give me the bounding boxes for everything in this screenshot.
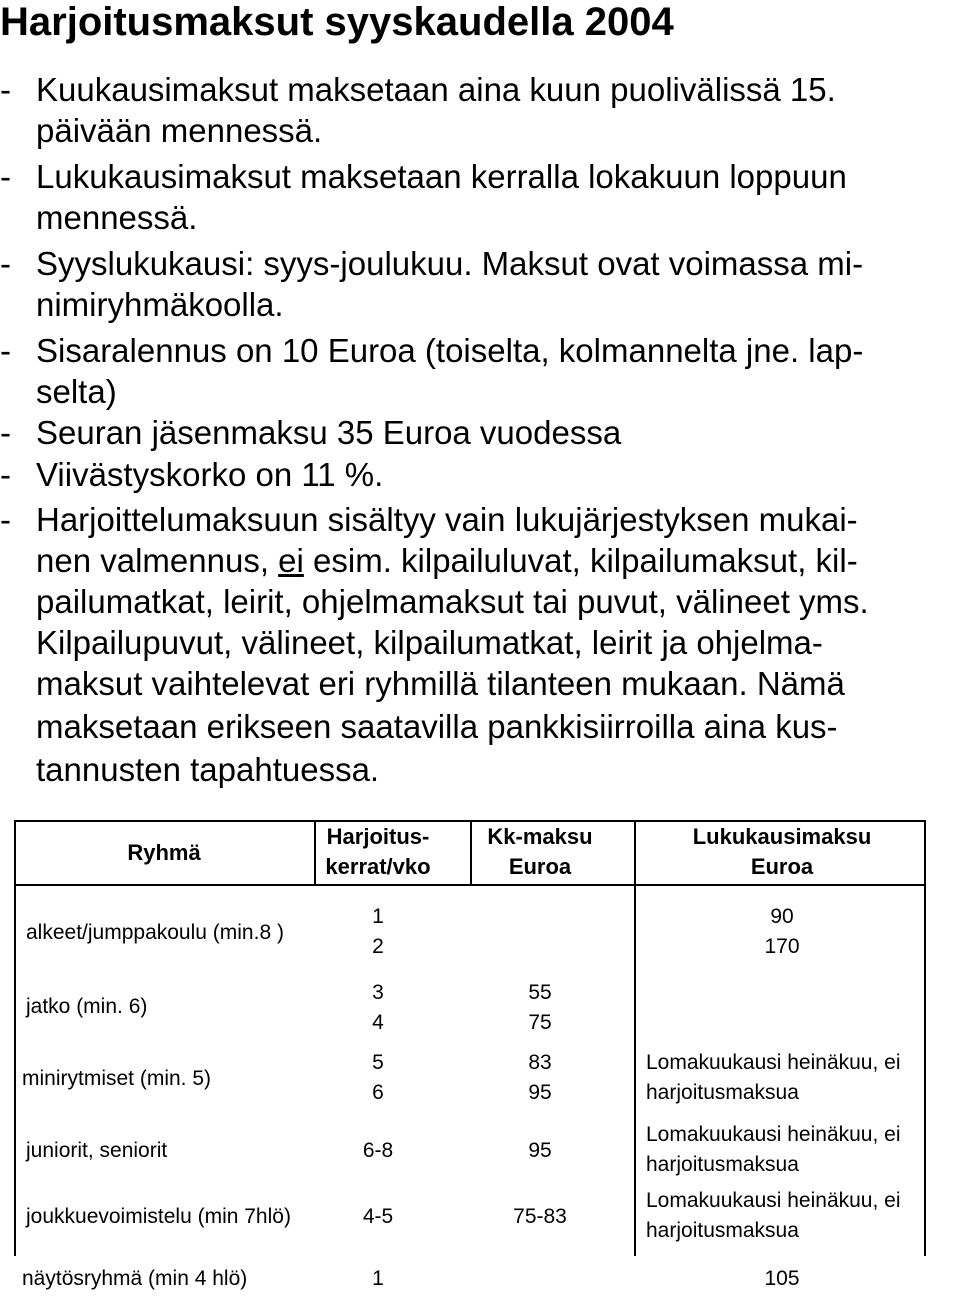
- note-line: nimiryhmäkoolla.: [36, 286, 284, 323]
- note-line: päivään mennessä.: [36, 112, 323, 149]
- note-line: Kilpailupuvut, välineet, kilpailumatkat, leirit ja ohjelma-: [36, 624, 823, 661]
- table-cell-group: näytösryhmä (min 4 hlö): [22, 1267, 248, 1290]
- note-line: - Harjoittelumaksuun sisältyy vain lukujärjestyksen mukai-: [0, 501, 858, 538]
- fee-table: [14, 820, 926, 1316]
- note-line: - Syyslukukausi: syys-joulukuu. Maksut ovat voimassa mi-: [0, 245, 864, 282]
- header-term: Euroa: [750, 854, 814, 879]
- note-line: - Seuran jäsenmaksu 35 Euroa vuodessa: [0, 414, 622, 451]
- note-line: selta): [36, 373, 117, 410]
- table-cell-sessions: 2: [372, 935, 384, 958]
- table-cell-sessions: 1: [372, 905, 384, 928]
- table-cell-term: 105: [764, 1267, 800, 1290]
- header-sessions: Harjoitus-: [326, 824, 430, 849]
- table-divider: [314, 820, 316, 884]
- note-line: nen valmennus, ei esim. kilpailuluvat, kilpailumaksut, kil-: [36, 542, 858, 579]
- table-cell-sessions: 5: [372, 1051, 384, 1074]
- table-divider: [14, 884, 926, 886]
- note-line: pailumatkat, leirit, ohjelmamaksut tai puvut, välineet yms.: [36, 583, 869, 620]
- table-cell-group: minirytmiset (min. 5): [22, 1067, 212, 1090]
- note-line: tannusten tapahtuessa.: [36, 751, 380, 788]
- table-cell-monthly: 75-83: [513, 1205, 567, 1228]
- table-cell-monthly: 55: [528, 981, 552, 1004]
- table-cell-term: Lomakuukausi heinäkuu, ei: [646, 1123, 901, 1146]
- header-monthly: Kk-maksu: [487, 824, 593, 849]
- table-cell-group: alkeet/jumppakoulu (min.8 ): [26, 921, 284, 944]
- table-cell-sessions: 6-8: [362, 1139, 394, 1162]
- table-cell-sessions: 4-5: [362, 1205, 394, 1228]
- note-line: - Lukukausimaksut maksetaan kerralla lokakuun loppuun: [0, 158, 847, 195]
- page-title: Harjoitusmaksut syyskaudella 2004: [0, 0, 674, 44]
- table-cell-group: jatko (min. 6): [26, 995, 148, 1018]
- underlined-not: ei: [278, 542, 304, 579]
- note-line: - Viivästyskorko on 11 %.: [0, 456, 384, 493]
- note-line: mennessä.: [36, 199, 198, 236]
- note-line: - Kuukausimaksut maksetaan aina kuun puolivälissä 15.: [0, 71, 836, 108]
- header-sessions: kerrat/vko: [325, 854, 431, 879]
- header-monthly: Euroa: [508, 854, 572, 879]
- table-cell-term: Lomakuukausi heinäkuu, ei: [646, 1051, 901, 1074]
- header-term: Lukukausimaksu: [692, 824, 872, 849]
- note-line: - Sisaralennus on 10 Euroa (toiselta, kolmannelta jne. lap-: [0, 332, 864, 369]
- table-cell-monthly: 95: [528, 1081, 552, 1104]
- table-cell-monthly: 83: [528, 1051, 552, 1074]
- table-cell-term: harjoitusmaksua: [646, 1153, 799, 1176]
- table-cell-monthly: 95: [528, 1139, 552, 1162]
- note-line: maksut vaihtelevat eri ryhmillä tilanteen mukaan. Nämä: [36, 665, 845, 702]
- table-cell-term: harjoitusmaksua: [646, 1219, 799, 1242]
- table-cell-sessions: 4: [372, 1011, 384, 1034]
- table-cell-term: harjoitusmaksua: [646, 1081, 799, 1104]
- table-cell-term: Lomakuukausi heinäkuu, ei: [646, 1189, 901, 1212]
- table-cell-sessions: 1: [372, 1267, 384, 1290]
- table-cell-term: 170: [764, 935, 800, 958]
- table-divider: [470, 820, 472, 884]
- table-cell-group: joukkuevoimistelu (min 7hlö): [26, 1205, 291, 1228]
- header-group: Ryhmä: [127, 840, 201, 865]
- table-cell-group: juniorit, seniorit: [26, 1139, 168, 1162]
- table-cell-sessions: 3: [372, 981, 384, 1004]
- table-cell-monthly: 75: [528, 1011, 552, 1034]
- note-line: maksetaan erikseen saatavilla pankkisiirroilla aina kus-: [36, 708, 838, 745]
- table-cell-sessions: 6: [372, 1081, 384, 1104]
- table-cell-term: 90: [770, 905, 794, 928]
